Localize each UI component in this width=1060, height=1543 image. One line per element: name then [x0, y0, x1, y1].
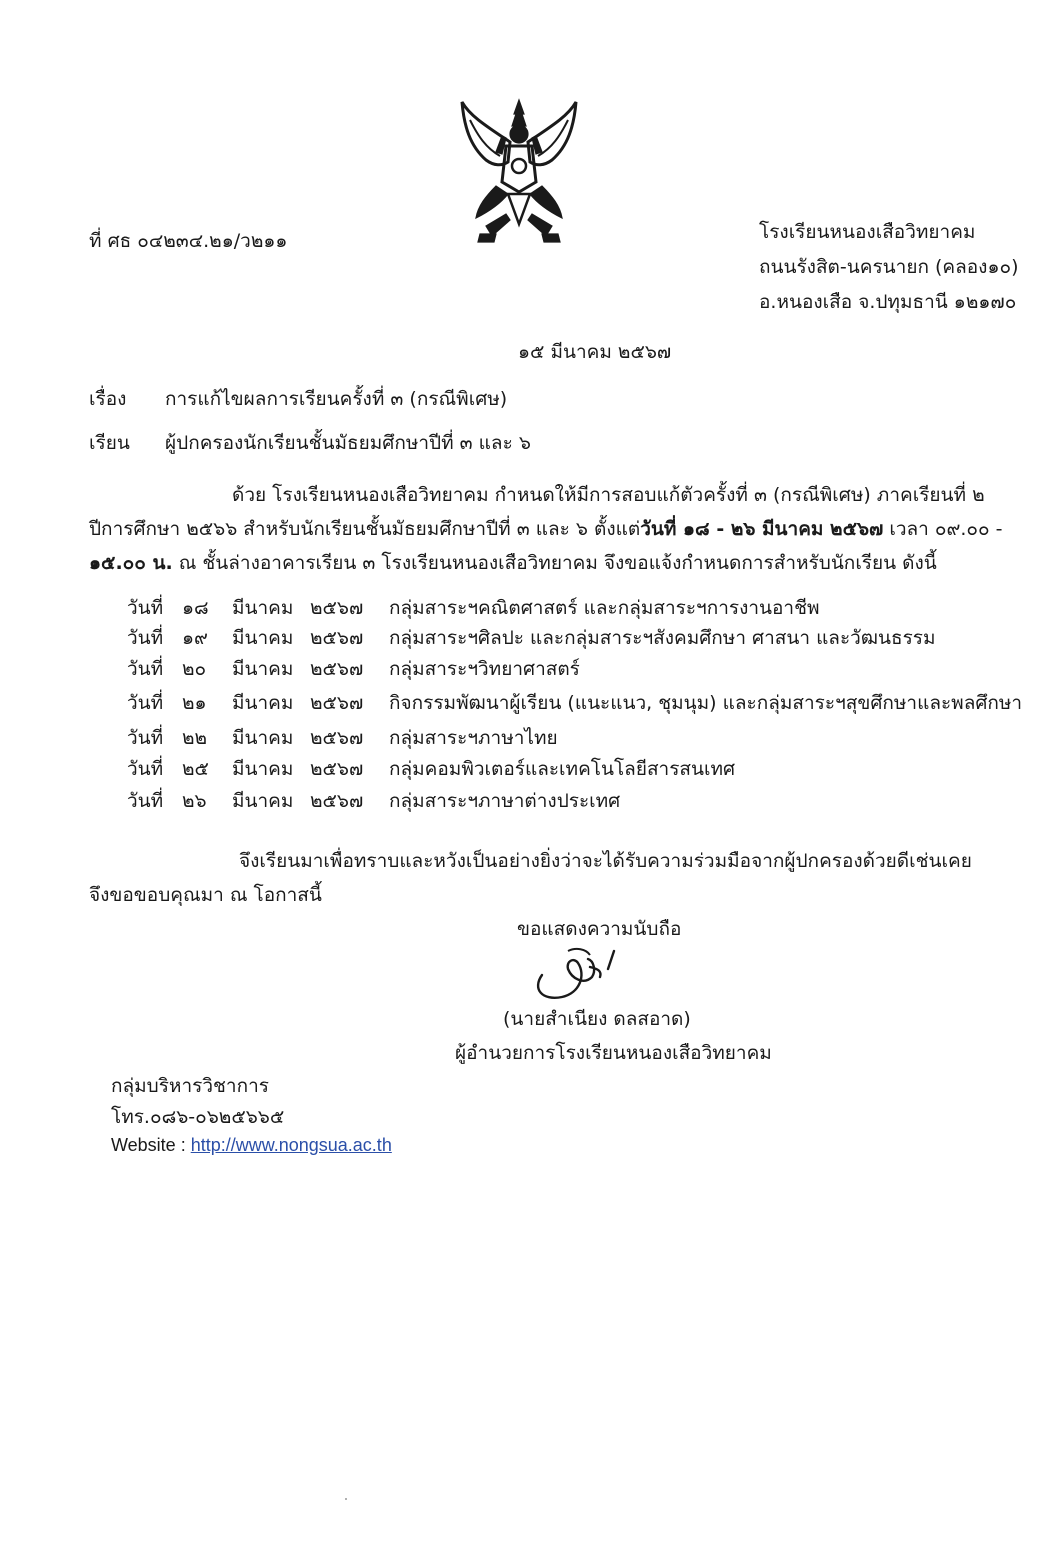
- signer-title: ผู้อำนวยการโรงเรียนหนองเสือวิทยาคม: [455, 1042, 772, 1064]
- recipient-label: เรียน: [89, 432, 130, 454]
- day-number: ๒๕: [182, 758, 209, 780]
- day-label: วันที่: [127, 597, 164, 619]
- day-label: วันที่: [127, 790, 164, 812]
- school-district: อ.หนองเสือ จ.ปทุมธานี ๑๒๑๗๐: [759, 291, 1017, 313]
- reference-number: ที่ ศธ ๐๔๒๓๔.๒๑/ว๒๑๑: [89, 230, 288, 252]
- subject-group: กลุ่มคอมพิวเตอร์และเทคโนโลยีสารสนเทศ: [389, 758, 736, 780]
- month: มีนาคม: [232, 727, 294, 749]
- year: ๒๕๖๗: [310, 692, 364, 714]
- day-number: ๑๘: [182, 597, 209, 619]
- day-number: ๒๑: [182, 692, 207, 714]
- month: มีนาคม: [232, 758, 294, 780]
- day-number: ๒๖: [182, 790, 207, 812]
- subject-label: เรื่อง: [89, 388, 127, 410]
- month: มีนาคม: [232, 658, 294, 680]
- website-link[interactable]: http://www.nongsua.ac.th: [190, 1135, 392, 1155]
- month: มีนาคม: [232, 692, 294, 714]
- subject-group: กลุ่มสาระฯวิทยาศาสตร์: [389, 658, 580, 680]
- month: มีนาคม: [232, 597, 294, 619]
- letter-date: ๑๕ มีนาคม ๒๕๖๗: [518, 341, 672, 363]
- phone: โทร.๐๘๖-๐๖๒๕๖๖๕: [111, 1106, 285, 1128]
- body-line-2: [89, 514, 1003, 544]
- recipient-text: ผู้ปกครองนักเรียนชั้นมัธยมศึกษาปีที่ ๓ และ ๖: [165, 432, 531, 454]
- school-street: ถนนรังสิต-นครนายก (คลอง๑๐): [759, 256, 1019, 278]
- subject-group: กลุ่มสาระฯภาษาต่างประเทศ: [389, 790, 621, 812]
- subject-text: การแก้ไขผลการเรียนครั้งที่ ๓ (กรณีพิเศษ): [165, 388, 508, 410]
- day-label: วันที่: [127, 692, 164, 714]
- exam-period: วันที่ ๑๘ - ๒๖ มีนาคม ๒๕๖๗: [640, 518, 884, 540]
- exam-time-end: ๑๕.๐๐ น.: [89, 552, 173, 574]
- body-line-3-text: ณ ชั้นล่างอาคารเรียน ๓ โรงเรียนหนองเสือวิทยาคม จึงขอแจ้งกำหนดการสำหรับนักเรียน ดังนี้: [172, 552, 937, 574]
- year: ๒๕๖๗: [310, 758, 364, 780]
- day-label: วันที่: [127, 658, 164, 680]
- month: มีนาคม: [232, 627, 294, 649]
- subject-group: กิจกรรมพัฒนาผู้เรียน (แนะแนว, ชุมนุม) และกลุ่มสาระฯสุขศึกษาและพลศึกษา: [389, 692, 1023, 714]
- year: ๒๕๖๗: [310, 597, 364, 619]
- day-number: ๒๐: [182, 658, 207, 680]
- body-line-1: ด้วย โรงเรียนหนองเสือวิทยาคม กำหนดให้มีการสอบแก้ตัวครั้งที่ ๓ (กรณีพิเศษ) ภาคเรียนที่ ๒: [232, 484, 985, 506]
- scan-speck: [345, 1498, 347, 1500]
- day-label: วันที่: [127, 758, 164, 780]
- body-line-3: [89, 548, 937, 578]
- year: ๒๕๖๗: [310, 627, 364, 649]
- subject-group: กลุ่มสาระฯคณิตศาสตร์ และกลุ่มสาระฯการงานอาชีพ: [389, 597, 820, 619]
- subject-group: กลุ่มสาระฯศิลปะ และกลุ่มสาระฯสังคมศึกษา ศาสนา และวัฒนธรรม: [389, 627, 936, 649]
- month: มีนาคม: [232, 790, 294, 812]
- closing-line-2: จึงขอขอบคุณมา ณ โอกาสนี้: [89, 884, 322, 906]
- signer-name: (นายสำเนียง ดลสอาด): [503, 1008, 691, 1030]
- closing-line-1: จึงเรียนมาเพื่อทราบและหวังเป็นอย่างยิ่งว่าจะได้รับความร่วมมือจากผู้ปกครองด้วยดีเช่นเคย: [239, 850, 972, 872]
- day-label: วันที่: [127, 727, 164, 749]
- website-line: [111, 1135, 392, 1156]
- year: ๒๕๖๗: [310, 790, 364, 812]
- regards: ขอแสดงความนับถือ: [517, 918, 682, 940]
- year: ๒๕๖๗: [310, 658, 364, 680]
- garuda-emblem: [456, 96, 582, 246]
- signature: [528, 945, 638, 1005]
- day-number: ๑๙: [182, 627, 208, 649]
- website-label: Website :: [111, 1135, 191, 1155]
- exam-time-start: เวลา ๐๙.๐๐ -: [883, 518, 1003, 540]
- year: ๒๕๖๗: [310, 727, 364, 749]
- subject-group: กลุ่มสาระฯภาษาไทย: [389, 727, 558, 749]
- school-name: โรงเรียนหนองเสือวิทยาคม: [759, 221, 976, 243]
- day-number: ๒๒: [182, 727, 208, 749]
- department: กลุ่มบริหารวิชาการ: [111, 1075, 269, 1097]
- body-line-2-text: ปีการศึกษา ๒๕๖๖ สำหรับนักเรียนชั้นมัธยมศึกษาปีที่ ๓ และ ๖ ตั้งแต่: [89, 518, 641, 540]
- day-label: วันที่: [127, 627, 164, 649]
